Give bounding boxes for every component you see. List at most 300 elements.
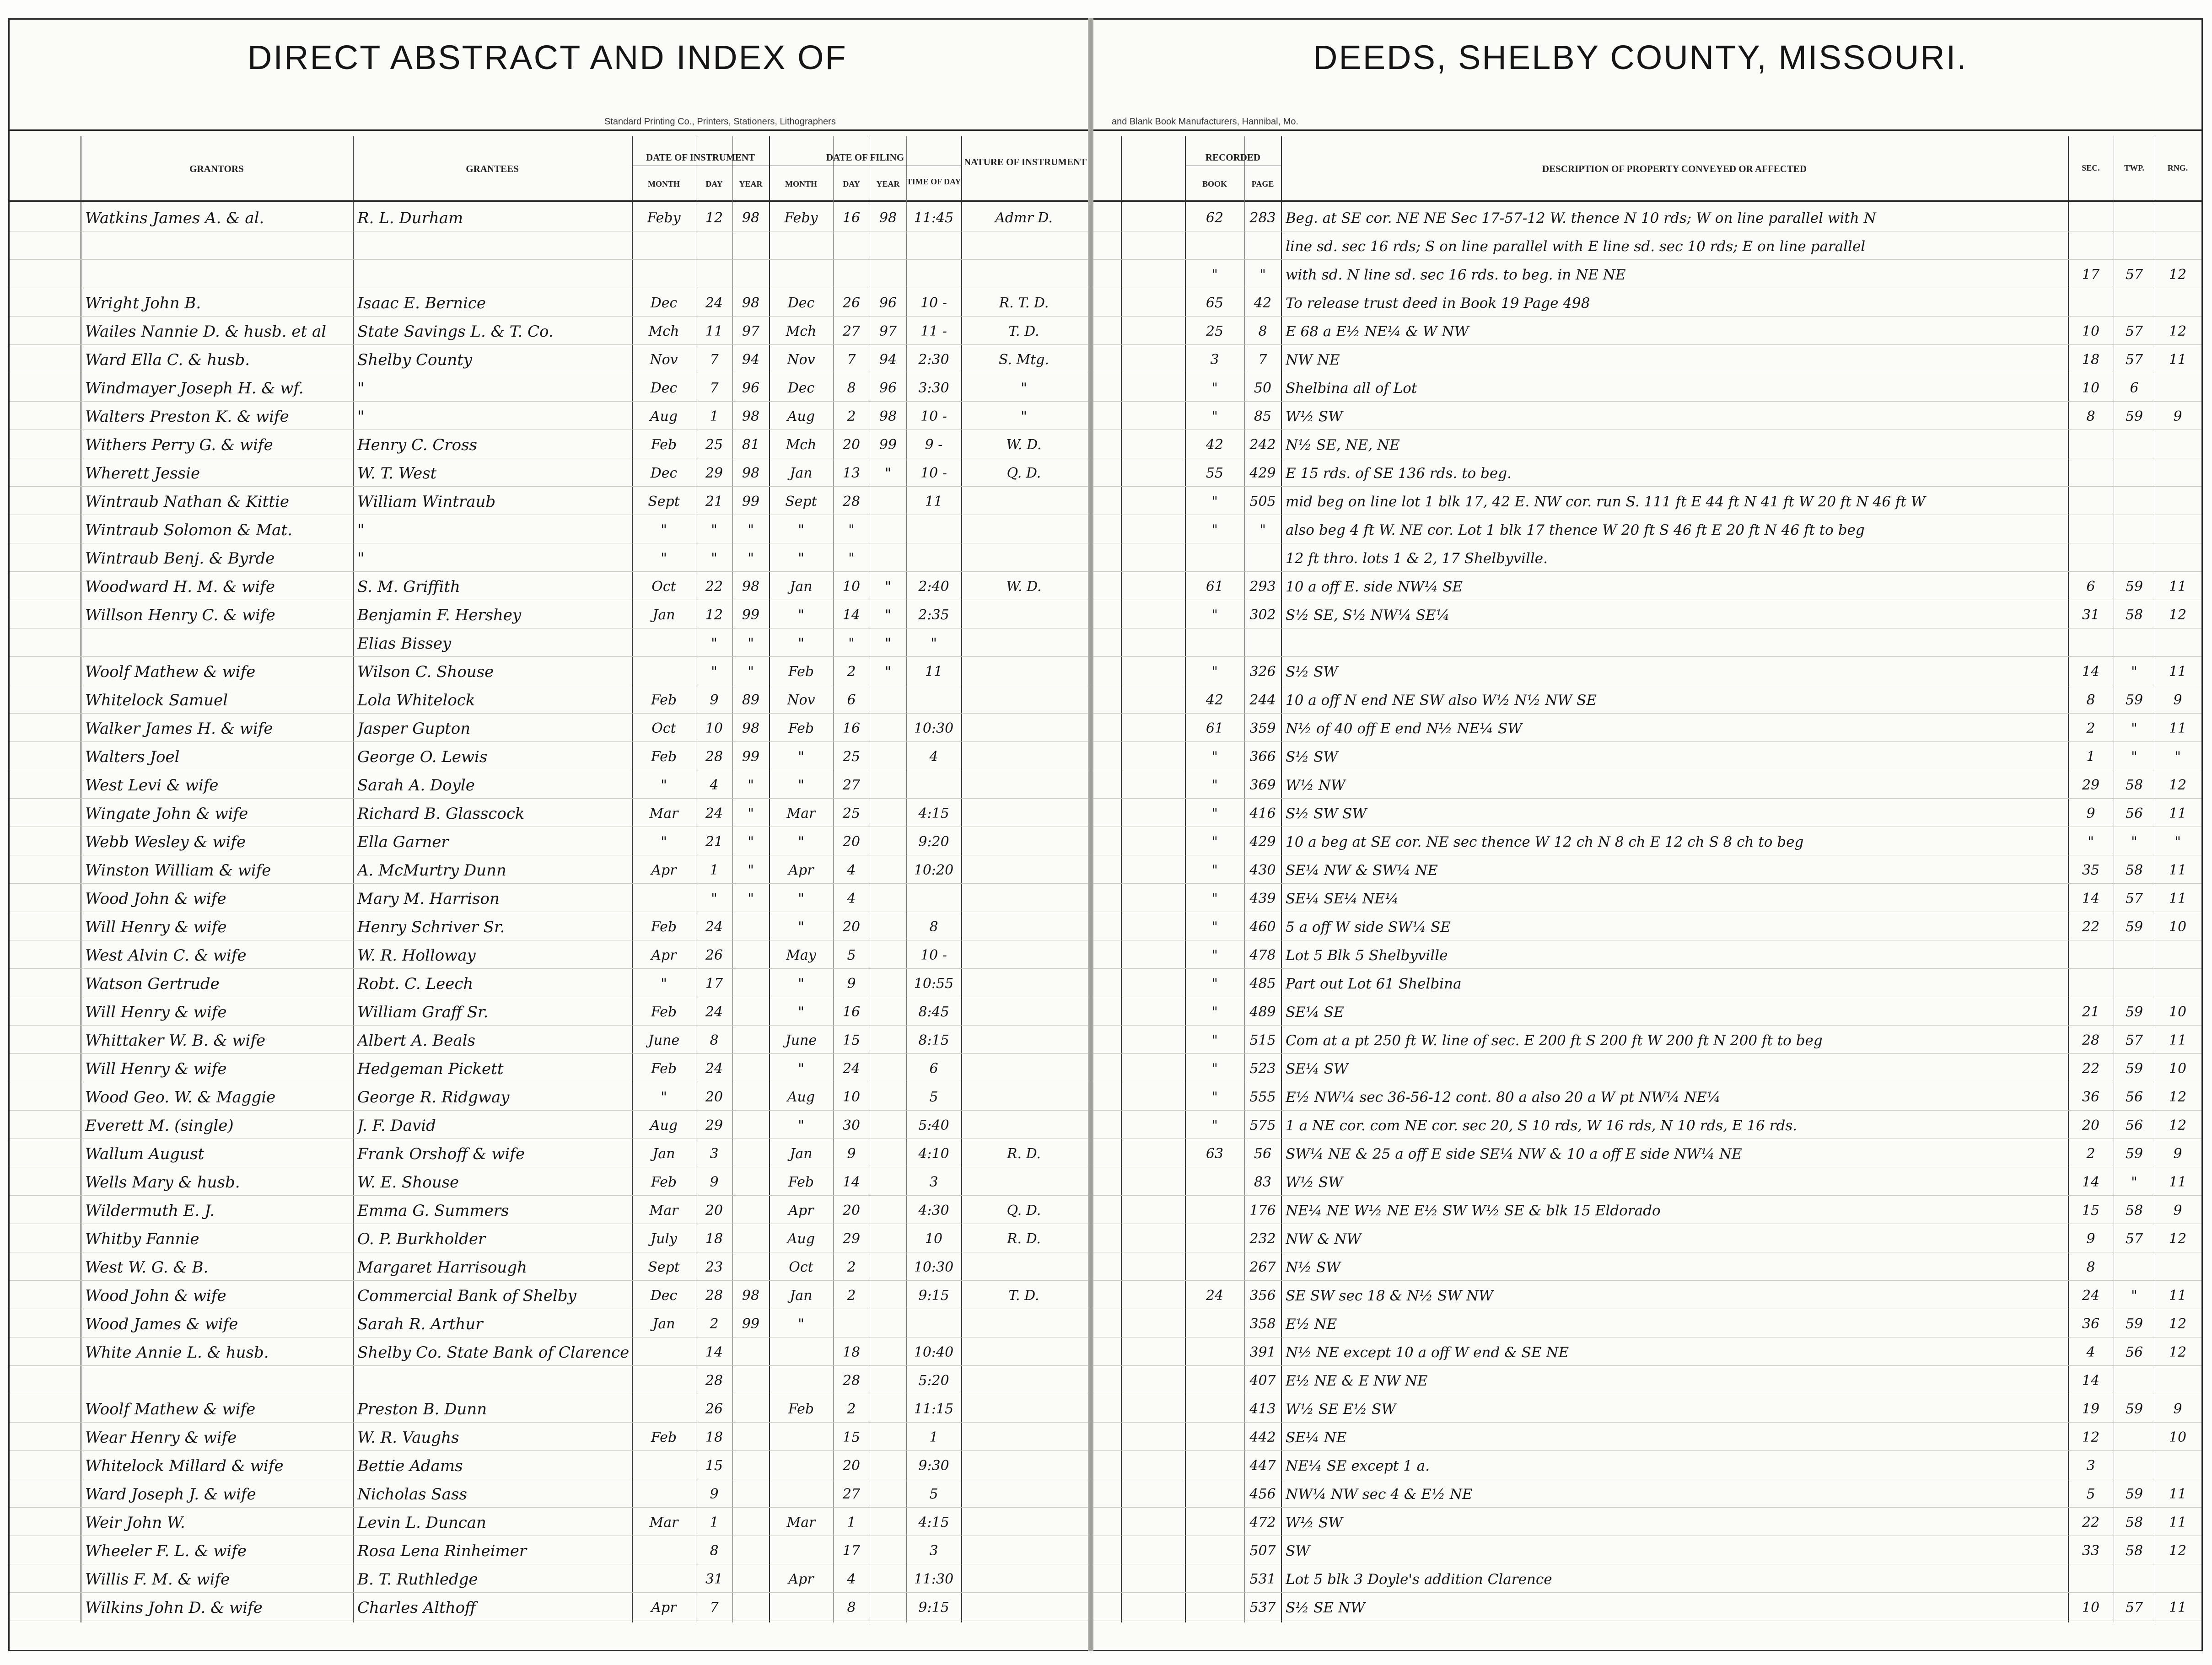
- cell-twp: ": [2131, 834, 2137, 850]
- cell-fd: 28: [842, 1373, 861, 1389]
- cell-rng: [2156, 461, 2200, 486]
- cell-twp: [2115, 546, 2154, 571]
- cell-grantee: [357, 234, 630, 259]
- cell-id: 24: [705, 1004, 723, 1020]
- cell-ft: 3: [929, 1543, 938, 1559]
- cell-grantee: A. McMurtry Dunn: [357, 861, 506, 880]
- cell-sec: 36: [2082, 1316, 2100, 1332]
- cell-fm: Oct: [789, 1259, 813, 1275]
- cell-grantee: W. R. Vaughs: [357, 1429, 459, 1447]
- cell-twp: 57: [2125, 1600, 2143, 1616]
- cell-im: ": [661, 834, 667, 850]
- cell-im: Oct: [651, 720, 676, 736]
- ledger-row: [1093, 1195, 2201, 1224]
- cell-fm: Nov: [787, 692, 815, 708]
- cell-grantee: Henry C. Cross: [357, 436, 477, 454]
- cell-twp: [2115, 1368, 2154, 1394]
- cell-fm: Aug: [787, 1089, 815, 1105]
- cell-book: ": [1211, 976, 1218, 992]
- ledger-row: [1093, 656, 2201, 685]
- cell-ft: 10 -: [920, 947, 947, 963]
- cell-id: 31: [705, 1571, 723, 1587]
- cell-twp: 59: [2125, 1316, 2143, 1332]
- cell-fd: 2: [847, 1401, 856, 1417]
- cell-book: 3: [1210, 352, 1219, 368]
- ledger-row: [10, 1280, 1088, 1309]
- cell-desc: N½ SW: [1286, 1259, 1341, 1276]
- cell-sec: 18: [2082, 352, 2100, 368]
- cell-desc: 5 a off W side SW¼ SE: [1286, 919, 1451, 935]
- cell-page: 244: [1249, 692, 1276, 708]
- cell-twp: 59: [2125, 408, 2143, 424]
- cell-fm: Apr: [788, 862, 814, 878]
- ledger-row: [10, 741, 1088, 770]
- cell-twp: 56: [2125, 806, 2143, 822]
- cell-twp: 58: [2125, 777, 2143, 793]
- cell-rng: [2156, 290, 2200, 316]
- cell-twp: 58: [2125, 1515, 2143, 1531]
- cell-ft: 11:30: [914, 1571, 954, 1587]
- cell-grantee: Sarah A. Doyle: [357, 776, 475, 795]
- cell-iy: 99: [742, 1316, 760, 1332]
- cell-desc: SW¼ NE & 25 a off E side SE¼ NW & 10 a off E side NW¼ NE: [1286, 1146, 1742, 1162]
- cell-twp: 57: [2125, 267, 2143, 283]
- cell-fm: ": [798, 1117, 804, 1133]
- cell-iy: [733, 1396, 768, 1422]
- cell-im: Aug: [650, 408, 678, 424]
- cell-fd: 2: [847, 664, 856, 680]
- cell-twp: [2115, 432, 2154, 458]
- cell-sec: 8: [2086, 408, 2095, 424]
- cell-sec: [2069, 943, 2113, 968]
- cell-id: 28: [705, 1373, 723, 1389]
- cell-sec: 29: [2082, 777, 2100, 793]
- ledger-row: [10, 798, 1088, 827]
- cell-desc: 1 a NE cor. com NE cor. sec 20, S 10 rds, W 16 rds, N 10 rds, E 16 rds.: [1286, 1117, 1798, 1134]
- cell-book: [1186, 1170, 1243, 1195]
- cell-desc: 10 a beg at SE cor. NE sec thence W 12 ch N 8 ch E 12 ch S 8 ch to beg: [1286, 834, 1804, 850]
- cell-ft: [907, 517, 960, 543]
- cell-page: 575: [1249, 1117, 1276, 1133]
- cell-im: [633, 631, 695, 656]
- cell-grantor: Will Henry & wife: [85, 1060, 227, 1078]
- ledger-row: [10, 827, 1088, 855]
- cell-page: [1245, 234, 1280, 259]
- cell-nature: [962, 914, 1086, 940]
- cell-fy: [871, 489, 905, 515]
- cell-grantor: Will Henry & wife: [85, 1003, 227, 1021]
- cell-sec: 15: [2082, 1203, 2100, 1219]
- cell-nature: [962, 999, 1086, 1025]
- cell-im: [633, 886, 695, 912]
- header-page: PAGE: [1251, 179, 1274, 188]
- cell-nature: T. D.: [1008, 1288, 1039, 1304]
- cell-nature: [962, 1113, 1086, 1139]
- cell-iy: ": [748, 777, 754, 793]
- cell-fy: ": [885, 664, 891, 680]
- cell-fm: Apr: [788, 1203, 814, 1219]
- cell-grantee: O. P. Burkholder: [357, 1230, 486, 1248]
- cell-id: 24: [705, 295, 723, 311]
- cell-desc: SE¼ SE¼ NE¼: [1286, 891, 1399, 907]
- cell-fy: [871, 773, 905, 798]
- cell-rng: [2156, 517, 2200, 543]
- cell-iy: [733, 1510, 768, 1536]
- ledger-row: [1093, 430, 2201, 458]
- cell-grantor: Wear Henry & wife: [85, 1429, 237, 1447]
- cell-ft: 6: [929, 1061, 938, 1077]
- cell-book: [1186, 1453, 1243, 1479]
- cell-sec: 22: [2082, 1515, 2100, 1531]
- cell-id: [697, 234, 732, 259]
- cell-sec: 2: [2086, 720, 2095, 736]
- cell-id: 9: [710, 1174, 719, 1190]
- cell-fy: [871, 1482, 905, 1507]
- cell-sec: [2069, 489, 2113, 515]
- ledger-row: [1093, 827, 2201, 855]
- cell-rng: [2156, 376, 2200, 401]
- ledger-row: [1093, 1422, 2201, 1451]
- cell-grantee: Robt. C. Leech: [357, 975, 474, 993]
- cell-ft: 11:45: [914, 210, 954, 226]
- cell-rng: [2156, 1567, 2200, 1592]
- cell-nature: S. Mtg.: [998, 352, 1049, 368]
- cell-twp: [2115, 290, 2154, 316]
- cell-fy: [871, 1340, 905, 1365]
- cell-iy: 99: [742, 749, 760, 765]
- cell-rng: 9: [2173, 1146, 2182, 1162]
- cell-grantee: George R. Ridgway: [357, 1088, 510, 1106]
- ledger-row: [1093, 997, 2201, 1026]
- cell-iy: [733, 1538, 768, 1564]
- cell-id: 12: [705, 210, 723, 226]
- cell-grantor: Wood John & wife: [85, 1287, 226, 1305]
- cell-rng: 11: [2169, 1288, 2187, 1304]
- cell-book: ": [1211, 408, 1218, 424]
- cell-desc: SE¼ NW & SW¼ NE: [1286, 862, 1438, 879]
- cell-sec: [2069, 290, 2113, 316]
- header-rng: RNG.: [2167, 163, 2188, 172]
- cell-nature: W. D.: [1006, 579, 1042, 595]
- header-book: BOOK: [1202, 179, 1227, 188]
- cell-fm: Mch: [786, 323, 817, 339]
- cell-fm: ": [798, 1061, 804, 1077]
- cell-fy: [871, 1595, 905, 1621]
- cell-ft: 9:30: [918, 1458, 949, 1474]
- cell-fm: ": [798, 834, 804, 850]
- header-twp: TWP.: [2124, 163, 2144, 172]
- cell-nature: [962, 1538, 1086, 1564]
- cell-sec: [2069, 1567, 2113, 1592]
- cell-rng: 12: [2169, 267, 2187, 283]
- cell-iy: 89: [742, 692, 760, 708]
- cell-rng: 11: [2169, 579, 2187, 595]
- cell-im: [633, 262, 695, 288]
- cell-sec: 22: [2082, 919, 2100, 935]
- cell-fd: 16: [842, 720, 861, 736]
- cell-rng: [2156, 432, 2200, 458]
- cell-twp: [2115, 1453, 2154, 1479]
- cell-fd: 15: [842, 1032, 861, 1048]
- cell-desc: SE¼ SE: [1286, 1004, 1344, 1020]
- cell-grantee: Emma G. Summers: [357, 1202, 509, 1220]
- cell-desc: Beg. at SE cor. NE NE Sec 17-57-12 W. thence N 10 rds; W on line parallel with N: [1286, 210, 1876, 226]
- cell-id: 9: [710, 692, 719, 708]
- cell-im: Sept: [648, 494, 680, 510]
- cell-nature: [962, 1170, 1086, 1195]
- cell-iy: [733, 1085, 768, 1110]
- cell-rng: 11: [2169, 1032, 2187, 1048]
- cell-id: 1: [710, 408, 719, 424]
- cell-im: Apr: [651, 1600, 677, 1616]
- cell-twp: 58: [2125, 607, 2143, 623]
- ledger-row: [1093, 344, 2201, 373]
- cell-fy: [871, 914, 905, 940]
- cell-fm: Feb: [788, 664, 814, 680]
- cell-fm: ": [798, 891, 804, 907]
- cell-im: Feb: [651, 692, 677, 708]
- cell-fd: 20: [842, 834, 861, 850]
- cell-sec: 4: [2086, 1344, 2095, 1360]
- ledger-row: [1093, 855, 2201, 884]
- cell-page: [1245, 631, 1280, 656]
- header-filing-year: YEAR: [876, 179, 900, 188]
- cell-book: [1186, 1226, 1243, 1252]
- cell-fd: 7: [847, 352, 856, 368]
- cell-page: 489: [1249, 1004, 1276, 1020]
- cell-rng: 11: [2169, 720, 2187, 736]
- cell-book: 42: [1206, 437, 1224, 453]
- cell-desc: Shelbina all of Lot: [1286, 380, 1417, 397]
- cell-grantee: Margaret Harrisough: [357, 1258, 527, 1277]
- header-bottom-rule: [1093, 200, 2201, 202]
- ledger-row: [10, 940, 1088, 969]
- cell-ft: 11: [925, 664, 943, 680]
- cell-book: ": [1211, 919, 1218, 935]
- cell-desc: also beg 4 ft W. NE cor. Lot 1 blk 17 thence W 20 ft S 46 ft E 20 ft N 46 ft to beg: [1286, 522, 1865, 538]
- cell-page: 50: [1254, 380, 1272, 396]
- cell-sec: [2069, 517, 2113, 543]
- cell-grantor: Wilkins John D. & wife: [85, 1599, 263, 1617]
- cell-iy: ": [748, 522, 754, 538]
- cell-grantor: Wintraub Solomon & Mat.: [85, 521, 292, 539]
- cell-grantor: Wailes Nannie D. & husb. et al: [85, 322, 327, 341]
- cell-fy: [871, 1283, 905, 1309]
- cell-grantee: ": [357, 408, 365, 426]
- cell-sec: [2069, 234, 2113, 259]
- cell-iy: [733, 914, 768, 940]
- cell-book: ": [1211, 1061, 1218, 1077]
- cell-fy: [871, 262, 905, 288]
- cell-fm: ": [798, 976, 804, 992]
- cell-grantee: Ella Garner: [357, 833, 449, 851]
- cell-grantor: Weir John W.: [85, 1514, 185, 1532]
- cell-iy: ": [748, 891, 754, 907]
- cell-fd: 16: [842, 210, 861, 226]
- ledger-row: [1093, 1337, 2201, 1366]
- cell-fy: [871, 1028, 905, 1053]
- cell-twp: 59: [2125, 919, 2143, 935]
- cell-im: [633, 659, 695, 685]
- cell-fy: [871, 744, 905, 770]
- ledger-row: [10, 344, 1088, 373]
- cell-grantee: W. E. Shouse: [357, 1173, 459, 1192]
- cell-im: ": [661, 550, 667, 566]
- cell-grantee: George O. Lewis: [357, 748, 488, 766]
- cell-fm: [770, 1368, 832, 1394]
- cell-desc: 10 a off E. side NW¼ SE: [1286, 579, 1463, 595]
- cell-id: 23: [705, 1259, 723, 1275]
- cell-ft: 2:30: [918, 352, 949, 368]
- cell-grantee: W. R. Holloway: [357, 946, 476, 965]
- cell-rng: 11: [2169, 1600, 2187, 1616]
- cell-grantor: Will Henry & wife: [85, 918, 227, 936]
- cell-nature: Admr D.: [995, 210, 1053, 226]
- cell-book: [1186, 1198, 1243, 1224]
- cell-iy: [733, 234, 768, 259]
- cell-fd: 2: [847, 1288, 856, 1304]
- cell-book: 24: [1206, 1288, 1224, 1304]
- cell-book: ": [1211, 1004, 1218, 1020]
- ledger-row: [10, 1025, 1088, 1054]
- cell-id: 25: [705, 437, 723, 453]
- cell-iy: ": [748, 635, 754, 651]
- cell-sec: 31: [2082, 607, 2100, 623]
- cell-ft: [907, 687, 960, 713]
- ledger-row: [1093, 515, 2201, 543]
- ledger-row: [1093, 543, 2201, 572]
- cell-nature: [962, 1368, 1086, 1394]
- cell-sec: 36: [2082, 1089, 2100, 1105]
- cell-ft: 8:15: [918, 1032, 949, 1048]
- cell-rng: [2156, 546, 2200, 571]
- cell-desc: [1286, 631, 2066, 656]
- cell-ft: 10:20: [914, 862, 954, 878]
- cell-book: 63: [1206, 1146, 1224, 1162]
- cell-book: 55: [1206, 465, 1224, 481]
- cell-iy: ": [748, 834, 754, 850]
- cell-ft: 1: [929, 1429, 938, 1445]
- ledger-row: [1093, 1507, 2201, 1536]
- left-printer-line: Standard Printing Co., Printers, Stationers, Lithographers: [604, 117, 836, 127]
- ledger-row: [1093, 373, 2201, 402]
- cell-iy: ": [748, 664, 754, 680]
- cell-book: ": [1211, 947, 1218, 963]
- cell-book: [1186, 1595, 1243, 1621]
- cell-twp: ": [2131, 749, 2137, 765]
- cell-fd: 29: [842, 1231, 861, 1247]
- cell-ft: 9 -: [925, 437, 943, 453]
- cell-rng: 9: [2173, 1401, 2182, 1417]
- cell-id: 20: [705, 1203, 723, 1219]
- cell-fm: [770, 1425, 832, 1450]
- cell-fd: ": [848, 550, 855, 566]
- cell-fy: ": [885, 579, 891, 595]
- cell-page: 267: [1249, 1259, 1276, 1275]
- cell-fy: [871, 1113, 905, 1139]
- cell-im: Mar: [649, 1515, 678, 1531]
- cell-iy: [733, 1368, 768, 1394]
- cell-iy: 98: [742, 720, 760, 736]
- cell-id: 17: [705, 976, 723, 992]
- ledger-row: [10, 1053, 1088, 1082]
- cell-desc: NW & NW: [1286, 1231, 1362, 1247]
- cell-grantee: W. T. West: [357, 464, 437, 483]
- cell-im: Feby: [647, 210, 681, 226]
- cell-fy: [871, 687, 905, 713]
- cell-fm: ": [798, 607, 804, 623]
- cell-twp: 58: [2125, 1543, 2143, 1559]
- ledger-row: [10, 458, 1088, 487]
- cell-page: 358: [1249, 1316, 1276, 1332]
- cell-nature: [962, 1028, 1086, 1053]
- cell-grantee: Bettie Adams: [357, 1457, 463, 1475]
- cell-iy: [733, 1453, 768, 1479]
- cell-iy: 98: [742, 408, 760, 424]
- cell-fy: [871, 1510, 905, 1536]
- cell-twp: 57: [2125, 891, 2143, 907]
- cell-rng: ": [2174, 749, 2181, 765]
- cell-page: 507: [1249, 1543, 1276, 1559]
- cell-id: ": [711, 635, 717, 651]
- right-page-title: DEEDS, SHELBY COUNTY, MISSOURI.: [1313, 38, 1968, 76]
- cell-iy: [733, 262, 768, 288]
- cell-im: Apr: [651, 947, 677, 963]
- ledger-row: [1093, 713, 2201, 742]
- cell-nature: [962, 773, 1086, 798]
- cell-desc: 12 ft thro. lots 1 & 2, 17 Shelbyville.: [1286, 550, 1548, 567]
- cell-ft: 10 -: [920, 408, 947, 424]
- cell-fm: Feb: [788, 1174, 814, 1190]
- cell-nature: [962, 829, 1086, 855]
- cell-fy: 99: [879, 437, 897, 453]
- cell-fy: 96: [879, 295, 897, 311]
- cell-page: 531: [1249, 1571, 1276, 1587]
- cell-page: 356: [1249, 1288, 1276, 1304]
- cell-book: [1186, 1482, 1243, 1507]
- cell-iy: ": [748, 806, 754, 822]
- cell-fm: ": [798, 1004, 804, 1020]
- cell-id: 24: [705, 919, 723, 935]
- cell-nature: [962, 1482, 1086, 1507]
- cell-sec: 14: [2082, 1373, 2100, 1389]
- cell-fy: ": [885, 635, 891, 651]
- cell-iy: [733, 1425, 768, 1450]
- cell-fm: Dec: [787, 380, 815, 396]
- ledger-row: [10, 1422, 1088, 1451]
- cell-rng: 11: [2169, 1515, 2187, 1531]
- cell-twp: 59: [2125, 692, 2143, 708]
- cell-im: Dec: [650, 295, 678, 311]
- cell-rng: 9: [2173, 1203, 2182, 1219]
- cell-twp: 59: [2125, 1146, 2143, 1162]
- ledger-row: [1093, 1139, 2201, 1167]
- cell-nature: [962, 234, 1086, 259]
- cell-nature: R. T. D.: [999, 295, 1049, 311]
- cell-nature: [962, 1567, 1086, 1592]
- cell-twp: 59: [2125, 1486, 2143, 1502]
- ledger-row: [1093, 600, 2201, 628]
- cell-rng: [2156, 1368, 2200, 1394]
- cell-page: 523: [1249, 1061, 1276, 1077]
- ledger-row: [1093, 1450, 2201, 1479]
- cell-sec: 28: [2082, 1032, 2100, 1048]
- cell-grantor: Wood Geo. W. & Maggie: [85, 1088, 276, 1106]
- cell-im: [633, 1482, 695, 1507]
- cell-fd: [834, 234, 869, 259]
- cell-sec: [2069, 546, 2113, 571]
- cell-desc: NW NE: [1286, 352, 1340, 368]
